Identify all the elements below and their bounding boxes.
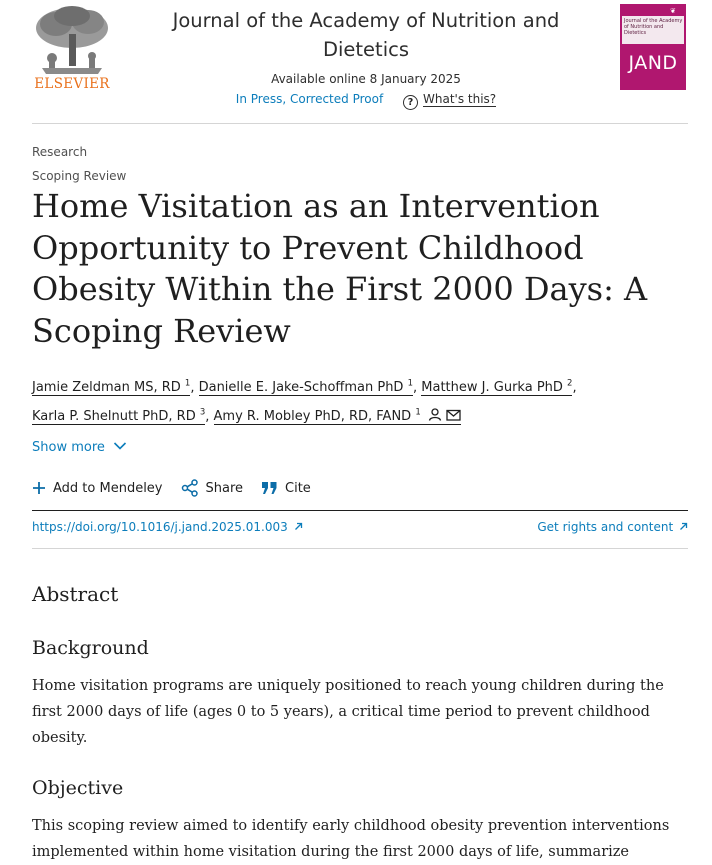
available-online-date: Available online 8 January 2025 [271, 72, 461, 86]
share-button[interactable]: Share [181, 479, 244, 497]
actions-divider [32, 510, 688, 511]
quote-icon [261, 481, 278, 495]
help-icon: ? [403, 95, 418, 110]
doi-link[interactable]: https://doi.org/10.1016/j.jand.2025.01.003 [32, 520, 303, 534]
show-more-button[interactable]: Show more [32, 440, 127, 455]
author-list: Jamie Zeldman MS, RD $^1$, Danielle E. Jake-Schoffman PhD $^1$, Matthew J. Gurka PhD $^2$, Karla P. Shelnutt PhD, RD $^3$, Amy R. Mobley PhD, RD, FAND $^1$ [32, 379, 577, 425]
objective-text: This scoping review aimed to identify early childhood obesity prevention interventions implemented within home visitation during the first 2000 days of life, summarize [32, 818, 670, 860]
in-press-status: In Press, Corrected Proof [235, 92, 384, 106]
abstract-heading: Abstract [32, 582, 119, 606]
author-link-corresponding[interactable]: Amy R. Mobley PhD, RD, FAND $^1$ [214, 409, 462, 425]
header-divider [32, 123, 688, 124]
objective-heading: Objective [32, 777, 124, 799]
article-section: Research [32, 145, 88, 159]
journal-title[interactable]: Journal of the Academy of Nutrition and Dietetics [172, 9, 560, 61]
journal-cover-thumbnail[interactable] [620, 4, 686, 90]
author-link[interactable]: Matthew J. Gurka PhD $^2$ [421, 379, 573, 396]
add-to-mendeley-button[interactable]: Add to Mendeley [32, 481, 163, 496]
article-actions [32, 479, 329, 497]
author-link[interactable]: Jamie Zeldman MS, RD $^1$ [32, 379, 191, 396]
whats-this-button[interactable]: ? What's this? [387, 92, 496, 106]
cover-journal-name: Journal of the Academy of Nutrition and Dietetics [624, 18, 683, 36]
author-link[interactable]: Karla P. Shelnutt PhD, RD $^3$ [32, 407, 206, 425]
journal-header [0, 0, 712, 123]
external-link-icon [294, 522, 303, 531]
get-rights-link[interactable]: Get rights and content [537, 520, 688, 534]
content-divider [32, 548, 688, 549]
article-type: Scoping Review [32, 169, 127, 183]
elsevier-tree-icon [32, 4, 112, 76]
journal-info [150, 6, 582, 110]
cite-button[interactable]: Cite [261, 481, 311, 496]
chevron-down-icon [113, 441, 127, 451]
plus-icon [32, 481, 46, 495]
share-icon [181, 479, 199, 497]
cover-abbrev: JAND [628, 52, 678, 74]
article-title: Home Visitation as an Intervention Opportunity to Prevent Childhood Obesity Within the First 2000 Days: A Scoping Review [32, 187, 648, 350]
external-link-icon [679, 522, 688, 531]
email-icon [446, 409, 461, 421]
background-heading: Background [32, 637, 149, 659]
elsevier-leaf-icon: ❦ [670, 7, 676, 15]
publisher-name: ELSEVIER [34, 76, 110, 92]
person-icon [428, 408, 442, 421]
status-row [150, 92, 582, 110]
background-text: Home visitation programs are uniquely positioned to reach young children during the first 2000 days of life (ages 0 to 5 years), a critical time period to prevent childhood obesity. [32, 678, 664, 746]
author-link[interactable]: Danielle E. Jake-Schoffman PhD $^1$ [198, 379, 414, 396]
